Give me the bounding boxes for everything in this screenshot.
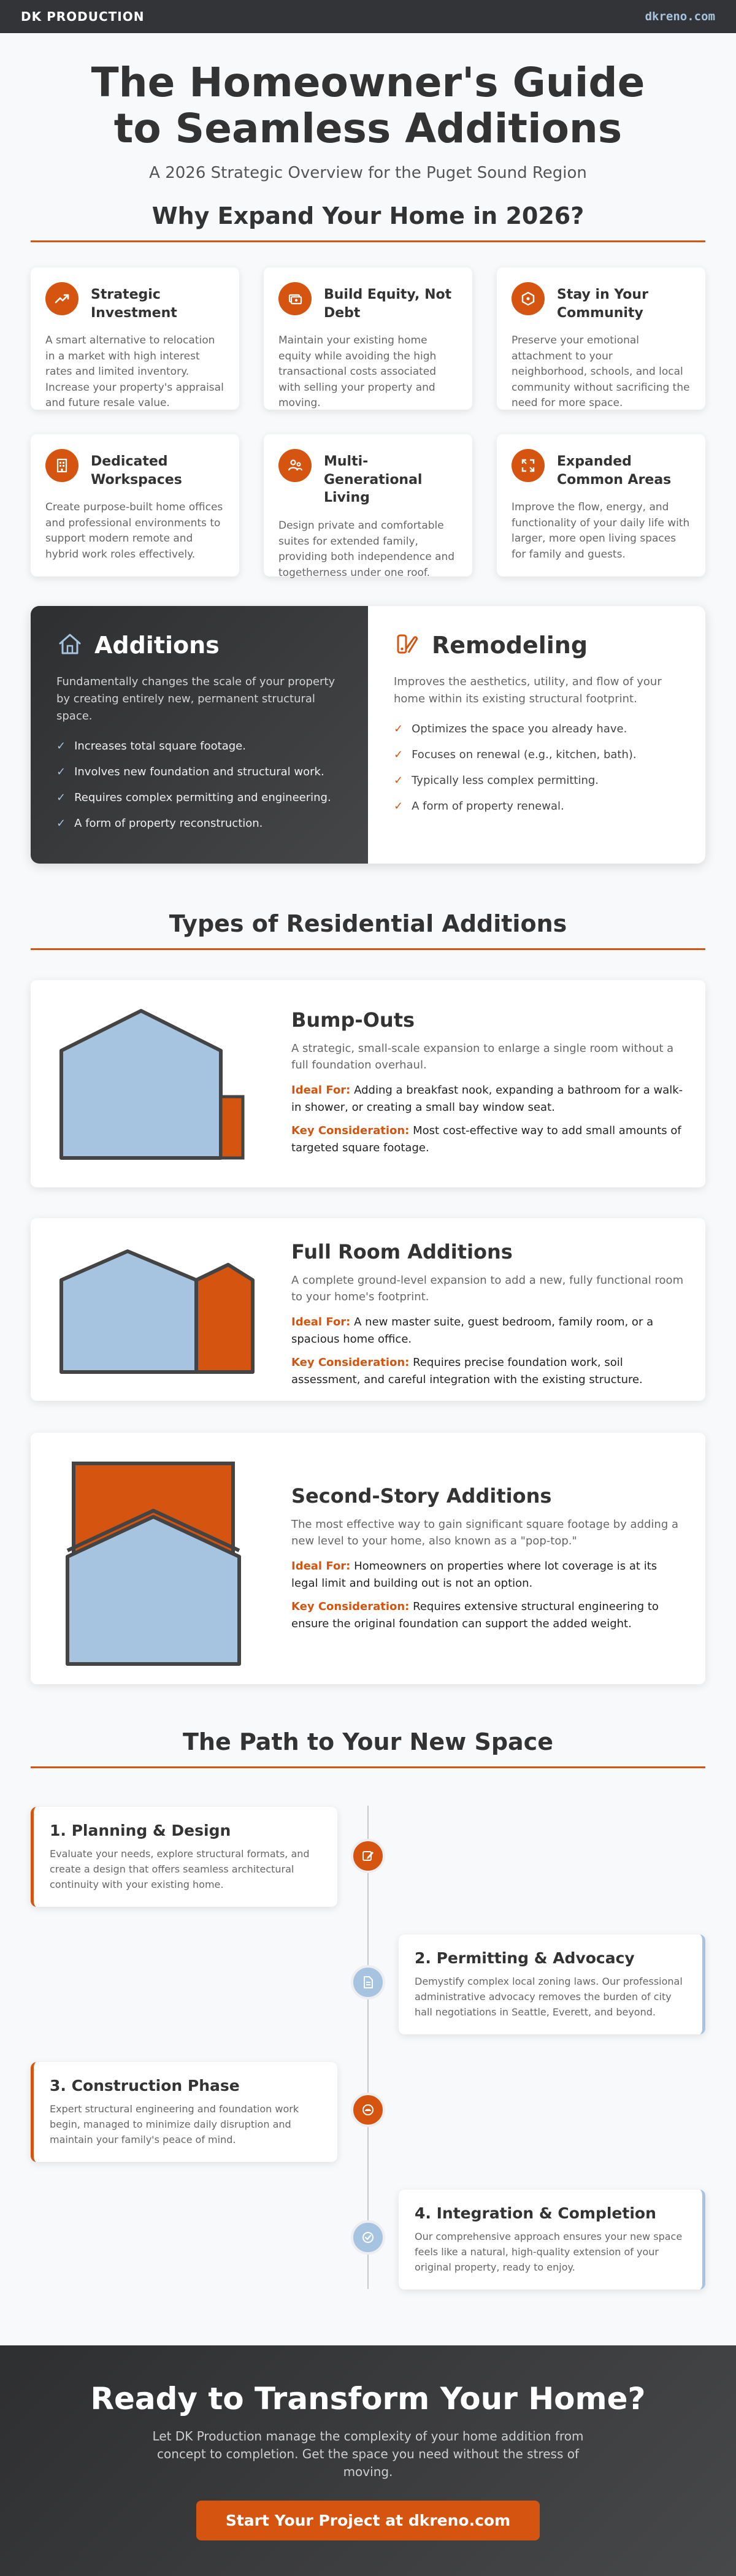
benefit-title: Expanded Common Areas (557, 454, 672, 488)
addition-type-card (31, 1218, 705, 1401)
type-title: Bump-Outs (291, 1008, 415, 1032)
additions-list (56, 740, 342, 830)
list-item: ✓ Increases total square footage. (56, 739, 246, 753)
check-circle-icon (351, 2220, 385, 2255)
type-title: Full Room Additions (291, 1240, 513, 1263)
types-section-header (0, 910, 736, 950)
paint-brush-icon (394, 631, 421, 660)
ideal-for: Ideal For: A new master suite, guest bedroom, family room, or a spacious home office. (291, 1316, 654, 1346)
check-icon: ✓ (56, 791, 66, 804)
bump-out-illustration (55, 1005, 251, 1167)
benefit-card (497, 434, 705, 577)
benefit-desc: Improve the flow, energy, and functionality of your daily life with larger, more open living spaces for family and guests. (512, 501, 690, 561)
timeline-step (399, 1934, 705, 2034)
additions-desc: Fundamentally changes the scale of your property by creating entirely new, permanent structural space. (56, 675, 335, 723)
addition-type-card (31, 1433, 705, 1684)
key-consideration: Key Consideration: Requires extensive structural engineering to ensure the original foundation can support the added weight. (291, 1600, 659, 1630)
list-item: ✓ Typically less complex permitting. (394, 773, 599, 787)
benefit-card (31, 434, 239, 577)
check-icon: ✓ (394, 748, 404, 761)
types-title: Types of Residential Additions (169, 910, 567, 937)
step-title: 4. Integration & Completion (415, 2204, 656, 2222)
house-icon (56, 631, 83, 660)
benefit-title: Strategic Investment (91, 287, 177, 321)
path-title: The Path to Your New Space (183, 1728, 553, 1755)
benefit-card (264, 267, 472, 410)
step-title: 2. Permitting & Advocacy (415, 1949, 635, 1967)
list-item: ✓ Requires complex permitting and engineering. (56, 791, 331, 804)
community-icon (512, 282, 545, 315)
benefit-desc: Preserve your emotional attachment to your neighborhood, schools, and local community without sacrificing the need for more space. (512, 334, 690, 410)
page-title: The Homeowner's Guide to Seamless Additions (91, 59, 645, 152)
ideal-for: Ideal For: Homeowners on properties where lot coverage is at its legal limit and building out is not an option. (291, 1560, 657, 1590)
check-icon: ✓ (394, 722, 404, 735)
timeline-step (399, 2190, 705, 2290)
benefit-title: Multi-Generational Living (324, 454, 423, 506)
timeline-step (31, 1807, 337, 1907)
divider (31, 1766, 705, 1768)
additions-panel (31, 606, 368, 864)
benefit-desc: Maintain your existing home equity while avoiding the high transactional costs associated with selling your property and moving. (278, 334, 437, 410)
benefit-title: Stay in Your Community (557, 287, 648, 321)
remodeling-list (394, 723, 680, 813)
why-title: Why Expand Your Home in 2026? (151, 202, 585, 229)
start-project-button[interactable]: Start Your Project at dkreno.com (196, 2501, 540, 2540)
type-title: Second-Story Additions (291, 1484, 552, 1508)
benefit-title: Build Equity, Not Debt (324, 287, 452, 321)
ideal-for: Ideal For: Adding a breakfast nook, expanding a bathroom for a walk-in shower, or creating a small bay window seat. (291, 1084, 683, 1114)
why-section-header (0, 202, 736, 242)
divider (31, 948, 705, 950)
family-icon (278, 449, 312, 482)
benefit-desc: A smart alternative to relocation in a market with high interest rates and limited inventory. Increase your property's appraisal and future resale value. (45, 334, 224, 410)
trend-up-icon (45, 282, 79, 315)
divider (31, 240, 705, 242)
cta-title: Ready to Transform Your Home? (90, 2381, 646, 2417)
timeline-line (367, 1806, 369, 2289)
list-item: ✓ Focuses on renewal (e.g., kitchen, bath). (394, 748, 637, 761)
pencil-icon (351, 1839, 385, 1873)
key-consideration: Key Consideration: Most cost-effective way to add small amounts of targeted square footage. (291, 1124, 681, 1154)
list-item: ✓ Optimizes the space you already have. (394, 722, 627, 735)
full-room-illustration (55, 1246, 258, 1378)
type-desc: A complete ground-level expansion to add a new, fully functional room to your home's footprint. (291, 1274, 684, 1303)
benefit-title: Dedicated Workspaces (91, 454, 182, 488)
remodeling-desc: Improves the aesthetics, utility, and flow of your home within its existing structural footprint. (394, 675, 662, 705)
hard-hat-icon (351, 2093, 385, 2127)
page-subtitle: A 2026 Strategic Overview for the Puget Sound Region (149, 164, 587, 183)
benefits-grid (31, 267, 705, 577)
cta-desc: Let DK Production manage the complexity of your home addition from concept to completion. Get the space you need without the stress of moving. (152, 2429, 584, 2479)
check-icon: ✓ (394, 799, 404, 813)
step-desc: Expert structural engineering and foundation work begin, managed to minimize daily disruption and maintain your family's peace of mind. (50, 2103, 299, 2145)
additions-title: Additions (94, 632, 220, 659)
check-icon: ✓ (394, 773, 404, 787)
key-consideration: Key Consideration: Requires precise foundation work, soil assessment, and careful integration with the existing structure. (291, 1355, 643, 1386)
building-icon (45, 449, 79, 482)
timeline-step (31, 2062, 337, 2162)
list-item: ✓ Involves new foundation and structural work. (56, 765, 324, 778)
step-desc: Evaluate your needs, explore structural formats, and create a design that offers seamless architectural continuity with your existing home. (50, 1848, 310, 1890)
check-icon: ✓ (56, 739, 66, 753)
second-story-illustration (55, 1459, 251, 1669)
addition-type-card (31, 980, 705, 1187)
comparison-panel (31, 606, 705, 864)
document-icon (351, 1965, 385, 1999)
list-item: ✓ A form of property reconstruction. (56, 816, 263, 830)
benefit-card (31, 267, 239, 410)
check-icon: ✓ (56, 816, 66, 830)
step-title: 3. Construction Phase (50, 2077, 240, 2095)
benefit-card (264, 434, 472, 577)
hero (0, 33, 736, 182)
cta-section (0, 2345, 736, 2576)
remodeling-panel (368, 606, 705, 864)
step-desc: Demystify complex local zoning laws. Our professional administrative advocacy removes the burden of city hall negotiations in Seattle, Everett, and beyond. (415, 1976, 683, 2018)
step-title: 1. Planning & Design (50, 1822, 231, 1839)
benefit-desc: Design private and comfortable suites for extended family, providing both independence and togetherness under one roof. (278, 519, 455, 579)
type-desc: A strategic, small-scale expansion to enlarge a single room without a full foundation overhaul. (291, 1042, 674, 1071)
expand-icon (512, 449, 545, 482)
list-item: ✓ A form of property renewal. (394, 799, 564, 813)
path-section-header (0, 1728, 736, 1768)
step-desc: Our comprehensive approach ensures your new space feels like a natural, high-quality extension of your original property, ready to enjoy. (415, 2231, 683, 2273)
check-icon: ✓ (56, 765, 66, 778)
money-icon (278, 282, 312, 315)
site-link[interactable]: dkreno.com (645, 10, 715, 23)
type-desc: The most effective way to gain significant square footage by adding a new level to your home, also known as a "pop-top." (291, 1518, 679, 1547)
benefit-desc: Create purpose-built home offices and professional environments to support modern remote and hybrid work roles effectively. (45, 501, 223, 561)
brand-name: DK PRODUCTION (21, 9, 145, 24)
top-bar (0, 0, 736, 33)
benefit-card (497, 267, 705, 410)
remodeling-title: Remodeling (432, 632, 588, 659)
